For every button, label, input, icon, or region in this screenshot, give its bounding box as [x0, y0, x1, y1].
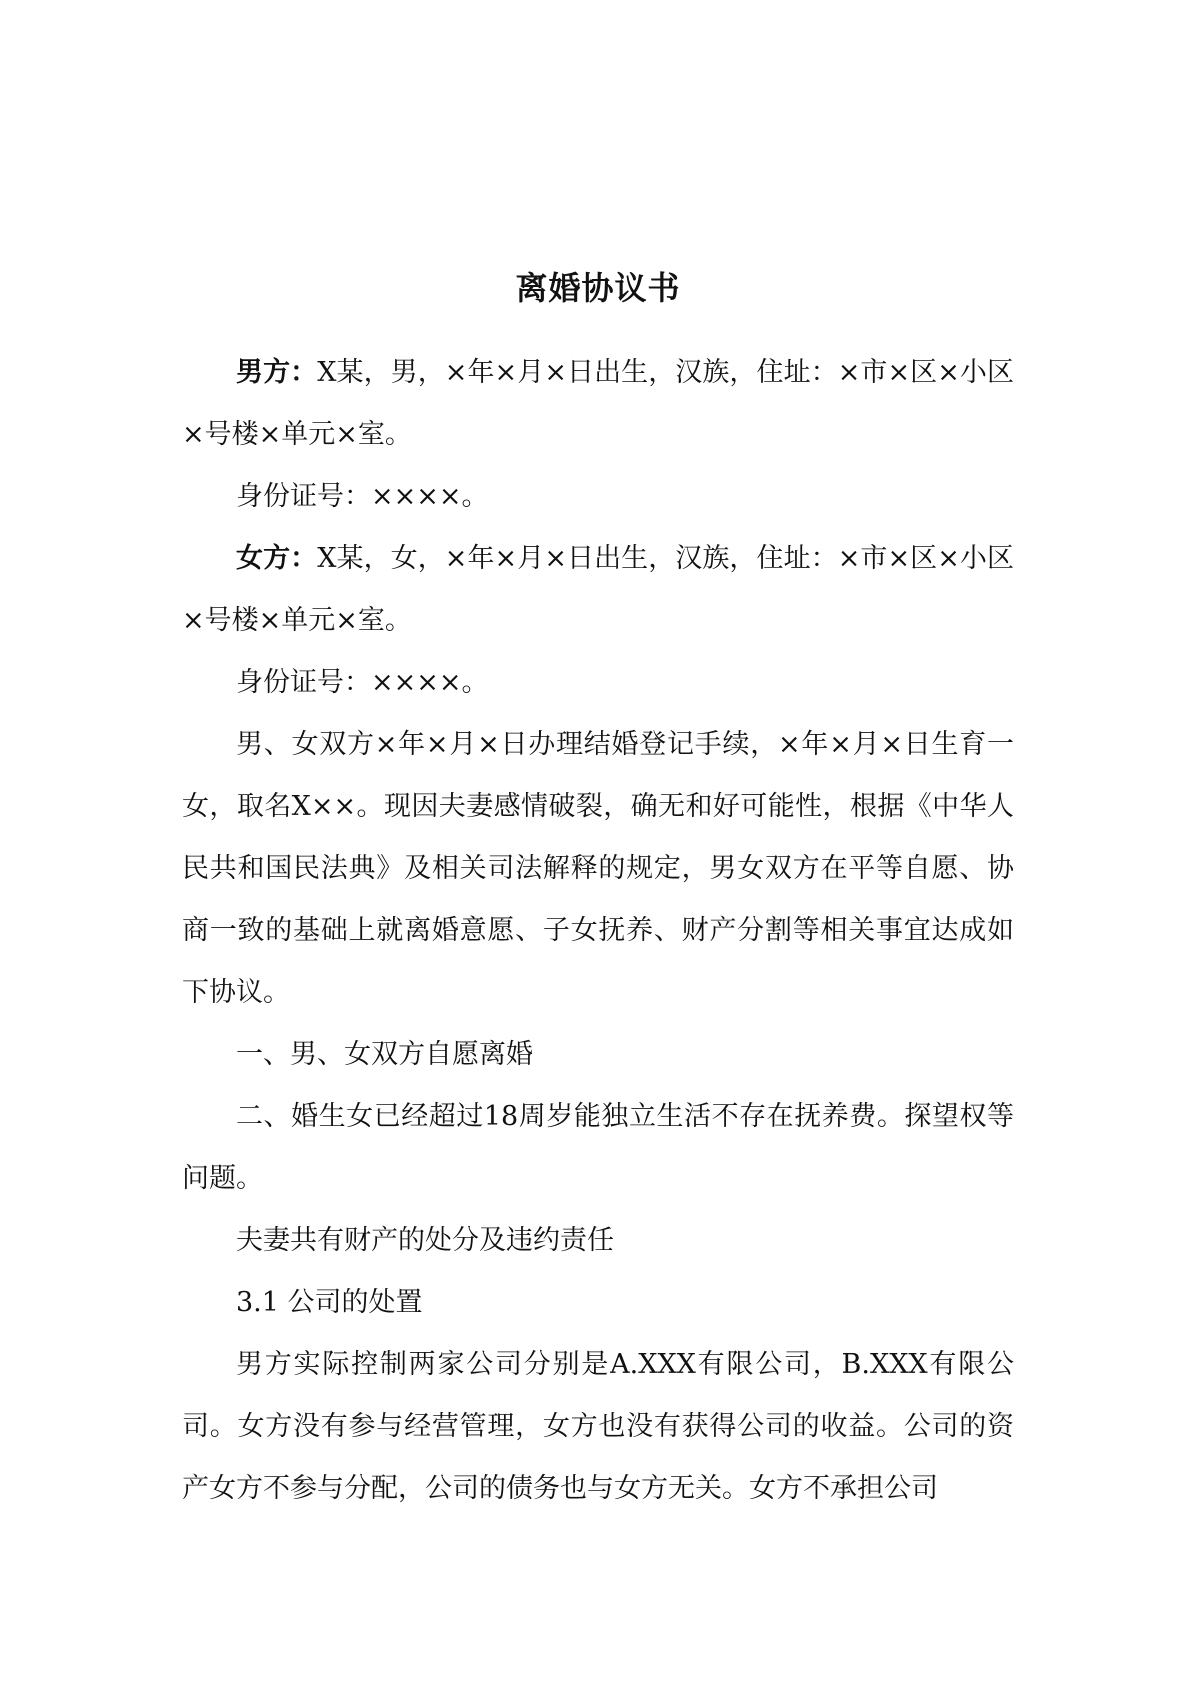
male-party-paragraph — [182, 342, 1014, 466]
clause-2: 二、婚生女已经超过18周岁能独立生活不存在抚养费。探望权等问题。 — [182, 1101, 1014, 1194]
document-page — [182, 258, 1014, 1520]
female-party-label: 女方： — [236, 543, 318, 574]
property-heading: 夫妻共有财产的处分及违约责任 — [236, 1225, 614, 1256]
clause-1: 一、男、女双方自愿离婚 — [236, 1039, 533, 1070]
intro-paragraph: 男、女双方×年×月×日办理结婚登记手续，×年×月×日生育一女，取名X××。现因夫妻感情破裂，确无和好可能性，根据《中华人民共和国民法典》及相关司法解释的规定，男女双方在平等自愿、协商一致的基础上就离婚意愿、子女抚养、财产分割等相关事宜达成如下协议。 — [182, 729, 1014, 1008]
company-paragraph: 男方实际控制两家公司分别是A.XXX有限公司，B.XXX有限公司。女方没有参与经营管理，女方也没有获得公司的收益。公司的资产女方不参与分配，公司的债务也与女方无关。女方不承担公司 — [182, 1349, 1014, 1504]
female-party-paragraph — [182, 528, 1014, 652]
male-party-text: X某，男，×年×月×日出生，汉族，住址：×市×区×小区×号楼×单元×室。 — [182, 357, 1014, 450]
male-party-label: 男方： — [236, 357, 318, 388]
document-title: 离婚协议书 — [515, 269, 681, 307]
male-id-number: 身份证号：××××。 — [236, 481, 489, 512]
female-party-text: X某，女，×年×月×日出生，汉族，住址：×市×区×小区×号楼×单元×室。 — [182, 543, 1014, 636]
female-id-number: 身份证号：××××。 — [236, 667, 489, 698]
section-3-1-heading: 3.1 公司的处置 — [236, 1287, 423, 1318]
